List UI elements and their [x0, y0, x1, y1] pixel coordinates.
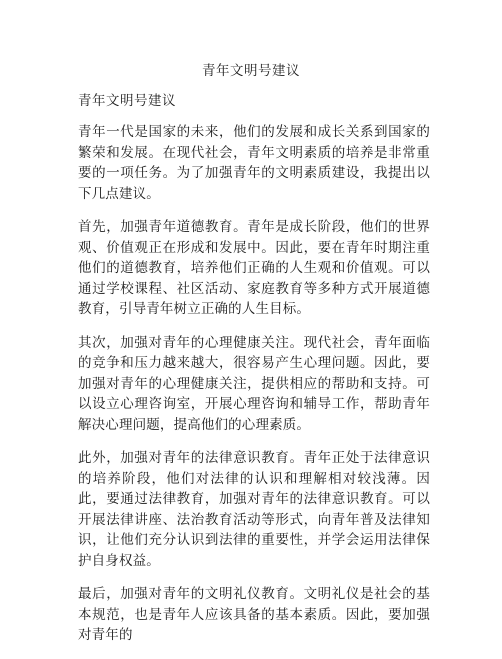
paragraph-etiquette: 最后，加强对青年的文明礼仪教育。文明礼仪是社会的基本规范，也是青年人应该具备的基本素质。因此，要加强对青年的 [78, 586, 430, 643]
paragraph-intro: 青年一代是国家的未来，他们的发展和成长关系到国家的繁荣和发展。在现代社会，青年文明素质的培养是非常重要的一项任务。为了加强青年的文明素质建设，我提出以下几点建议。 [78, 124, 430, 202]
paragraph-moral-education: 首先，加强青年道德教育。青年是成长阶段，他们的世界观、价值观正在形成和发展中。因此，要在青年时期注重他们的道德教育，培养他们正确的人生观和价值观。可以通过学校课程、社区活动、家庭教育等多种方式开展道德教育，引导青年树立正确的人生目标。 [78, 219, 430, 317]
paragraph-mental-health: 其次，加强对青年的心理健康关注。现代社会，青年面临的竞争和压力越来越大，很容易产生心理问题。因此，要加强对青年的心理健康关注，提供相应的帮助和支持。可以设立心理咨询室，开展心理咨询和辅导工作，帮助青年解决心理问题，提高他们的心理素质。 [78, 334, 430, 433]
document-title: 青年文明号建议 [202, 63, 300, 79]
document-subtitle: 青年文明号建议 [78, 93, 176, 109]
paragraph-legal-awareness: 此外，加强对青年的法律意识教育。青年正处于法律意识的培养阶段，他们对法律的认识和理解相对较浅薄。因此，要通过法律教育，加强对青年的法律意识教育。可以开展法律讲座、法治教育活动等形式，向青年普及法律知识，让他们充分认识到法律的重要性，并学会运用法律保护自身权益。 [78, 450, 430, 569]
document-body [78, 122, 430, 659]
